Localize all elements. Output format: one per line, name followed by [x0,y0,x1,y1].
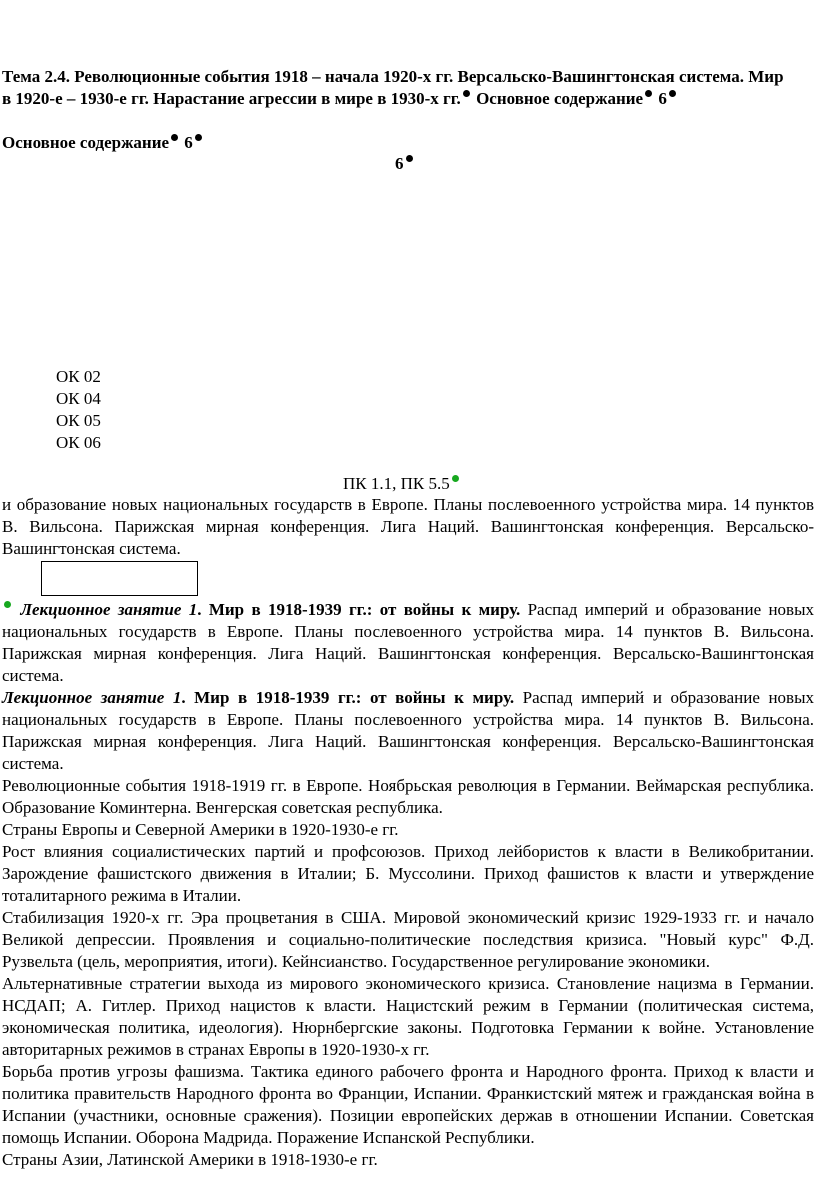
competency-item: ОК 02 [56,367,101,386]
content-paragraph: Рост влияния социалистических партий и профсоюзов. Приход лейбористов к власти в Великобритании. Зарождение фашистского движения в Италии; Б. Муссолини. Приход фашистов к власти и утверждение тоталитарного режима в Италии. [2,842,814,905]
lecture-label: Лекционное занятие 1 [20,600,198,619]
competency-item: ОК 04 [56,389,101,408]
competency-item: ОК 05 [56,411,101,430]
competency-list [56,366,101,454]
green-bullet-icon [452,475,459,482]
professional-competencies [343,473,461,495]
subheading-hours: 6 [184,133,193,152]
lecture-text: Распад империй и образование новых национальных государств в Европе. Планы послевоенного устройства мира. 14 пунктов В. Вильсона. Парижская мирная конференция. Лига Наций. Вашингтонская конференция. Версальско-Вашингтонская система. [2,688,814,773]
lecture-text: Распад империй и образование новых национальных государств в Европе. Планы послевоенного устройства мира. 14 пунктов В. Вильсона. Парижская мирная конференция. Лига Наций. Вашингтонская конференция. Версальско-Вашингтонская система. [2,600,815,685]
green-bullet-icon [4,601,11,608]
topic-heading-tail-label: Основное содержание [476,89,644,108]
hours-cell [395,153,415,175]
subheading-label: Основное содержание [2,133,170,152]
bullet-icon [171,134,178,141]
content-subheading [2,132,204,154]
topic-heading-text: Тема 2.4. Революционные события 1918 – начала 1920-х гг. Версальско-Вашингтонская система. Мир в 1920-е – 1930-е гг. Нарастание агрессии в мире в 1930-х гг. [2,67,784,108]
lecture-paragraph-2 [2,687,814,775]
bullet-icon [195,134,202,141]
competency-item: ОК 06 [56,433,101,452]
topic-heading [2,66,792,110]
content-paragraph: Стабилизация 1920-х гг. Эра процветания в США. Мировой экономический кризис 1929-1933 гг. и начало Великой депрессии. Проявления и социально-политические последствия кризиса. "Новый курс" Ф.Д. Рузвельта (цель, мероприятия, итоги). Кейнсианство. Государственное регулирование экономики. [2,908,814,971]
content-paragraph: Борьба против угрозы фашизма. Тактика единого рабочего фронта и Народного фронта. Приход к власти и политика правительств Народного фронта во Франции, Испании. Франкистский мятеж и гражданская война в Испании (участники, основные сражения). Позиции европейских держав в отношении Испании. Советская помощь Испании. Оборона Мадрида. Поражение Испанской Республики. [2,1062,814,1147]
lecture-label: Лекционное занятие 1 [2,688,182,707]
empty-table-cell [41,561,198,596]
topic-heading-tail-hours: 6 [658,89,667,108]
pk-text: ПК 1.1, ПК 5.5 [343,474,450,493]
hours-value: 6 [395,154,404,173]
fragment-paragraph: и образование новых национальных государств в Европе. Планы послевоенного устройства мира. 14 пунктов В. Вильсона. Парижская мирная конференция. Лига Наций. Вашингтонская конференция. Версальско-Вашингтонская система. [2,495,814,558]
content-paragraph: Страны Азии, Латинской Америки в 1918-1930-е гг. [2,1150,378,1169]
lecture-title: . Мир в 1918-1939 гг.: от войны к миру. [181,688,515,707]
bullet-icon [406,155,413,162]
bullet-icon [463,90,470,97]
lecture-paragraph-1 [2,599,814,687]
main-content [2,687,814,1171]
bullet-icon [645,90,652,97]
content-paragraph: Альтернативные стратегии выхода из мирового экономического кризиса. Становление нацизма в Германии. НСДАП; А. Гитлер. Приход нацистов к власти. Нацистский режим в Германии (политическая система, экономическая политика, идеология). Нюрнбергские законы. Подготовка Германии к войне. Установление авторитарных режимов в странах Европы в 1920-1930-х гг. [2,974,814,1059]
bullet-icon [669,90,676,97]
content-paragraph: Страны Европы и Северной Америки в 1920-1930-е гг. [2,820,399,839]
content-paragraph: Революционные события 1918-1919 гг. в Европе. Ноябрьская революция в Германии. Веймарская республика. Образование Коминтерна. Венгерская советская республика. [2,776,814,817]
lecture-title: . Мир в 1918-1939 гг.: от войны к миру. [197,600,521,619]
